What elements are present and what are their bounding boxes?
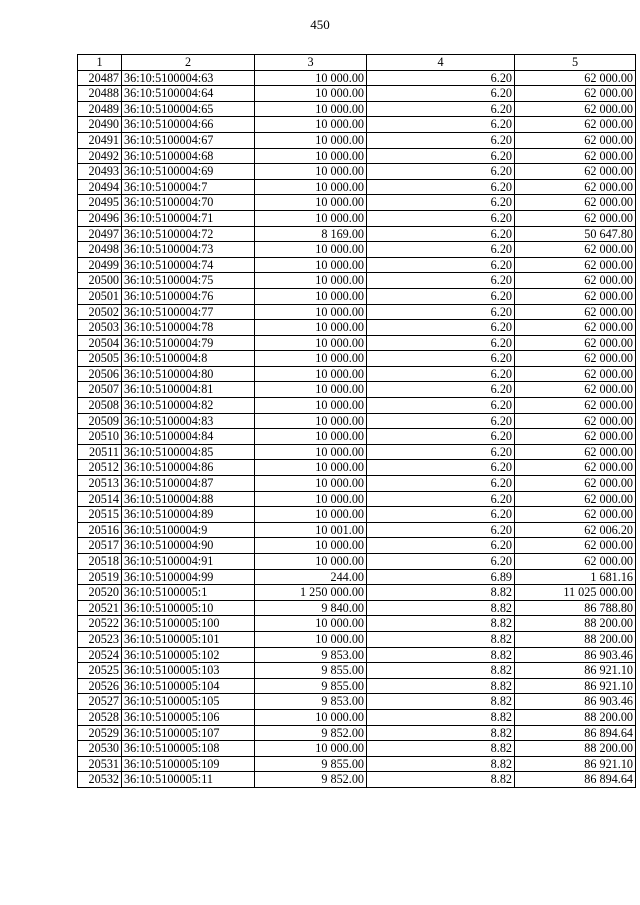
value-cell: 62 000.00 — [515, 413, 636, 429]
rate-cell: 6.20 — [367, 288, 515, 304]
cadastral-number-cell: 36:10:5100004:69 — [122, 164, 255, 180]
row-number-cell: 20527 — [78, 694, 122, 710]
area-cell: 10 000.00 — [255, 631, 367, 647]
cadastral-number-cell: 36:10:5100004:68 — [122, 148, 255, 164]
rate-cell: 8.82 — [367, 725, 515, 741]
row-number-cell: 20489 — [78, 101, 122, 117]
area-cell: 10 000.00 — [255, 164, 367, 180]
row-number-cell: 20506 — [78, 366, 122, 382]
rate-cell: 6.20 — [367, 179, 515, 195]
row-number-cell: 20530 — [78, 741, 122, 757]
cadastral-number-cell: 36:10:5100005:10 — [122, 600, 255, 616]
area-cell: 9 852.00 — [255, 772, 367, 788]
row-number-cell: 20497 — [78, 226, 122, 242]
row-number-cell: 20490 — [78, 117, 122, 133]
cadastral-number-cell: 36:10:5100004:64 — [122, 86, 255, 102]
value-cell: 62 000.00 — [515, 148, 636, 164]
value-cell: 86 788.80 — [515, 600, 636, 616]
area-cell: 9 855.00 — [255, 756, 367, 772]
row-number-cell: 20503 — [78, 320, 122, 336]
value-cell: 62 000.00 — [515, 460, 636, 476]
table-row — [78, 320, 636, 336]
table-row — [78, 507, 636, 523]
value-cell: 62 000.00 — [515, 179, 636, 195]
cadastral-number-cell: 36:10:5100004:76 — [122, 288, 255, 304]
value-cell: 62 000.00 — [515, 382, 636, 398]
rate-cell: 6.20 — [367, 398, 515, 414]
row-number-cell: 20520 — [78, 585, 122, 601]
value-cell: 62 000.00 — [515, 70, 636, 86]
cadastral-number-cell: 36:10:5100005:106 — [122, 709, 255, 725]
rate-cell: 8.82 — [367, 585, 515, 601]
rate-cell: 8.82 — [367, 694, 515, 710]
rate-cell: 8.82 — [367, 678, 515, 694]
area-cell: 10 000.00 — [255, 398, 367, 414]
cadastral-number-cell: 36:10:5100004:71 — [122, 210, 255, 226]
cadastral-number-cell: 36:10:5100004:8 — [122, 351, 255, 367]
value-cell: 62 000.00 — [515, 304, 636, 320]
area-cell: 10 000.00 — [255, 741, 367, 757]
row-number-cell: 20509 — [78, 413, 122, 429]
rate-cell: 6.20 — [367, 257, 515, 273]
row-number-cell: 20494 — [78, 179, 122, 195]
table-row — [78, 460, 636, 476]
cadastral-number-cell: 36:10:5100004:79 — [122, 335, 255, 351]
table-row — [78, 398, 636, 414]
value-cell: 62 000.00 — [515, 538, 636, 554]
value-cell: 86 903.46 — [515, 647, 636, 663]
rate-cell: 6.20 — [367, 413, 515, 429]
table-row — [78, 678, 636, 694]
cadastral-number-cell: 36:10:5100004:91 — [122, 554, 255, 570]
rate-cell: 8.82 — [367, 631, 515, 647]
table-row — [78, 304, 636, 320]
area-cell: 10 000.00 — [255, 351, 367, 367]
cadastral-number-cell: 36:10:5100004:80 — [122, 366, 255, 382]
cadastral-number-cell: 36:10:5100005:109 — [122, 756, 255, 772]
value-cell: 62 000.00 — [515, 273, 636, 289]
table-row — [78, 631, 636, 647]
cadastral-number-cell: 36:10:5100004:73 — [122, 242, 255, 258]
cadastral-number-cell: 36:10:5100004:90 — [122, 538, 255, 554]
row-number-cell: 20499 — [78, 257, 122, 273]
row-number-cell: 20528 — [78, 709, 122, 725]
value-cell: 1 681.16 — [515, 569, 636, 585]
row-number-cell: 20502 — [78, 304, 122, 320]
table-row — [78, 569, 636, 585]
area-cell: 8 169.00 — [255, 226, 367, 242]
cadastral-number-cell: 36:10:5100004:77 — [122, 304, 255, 320]
cadastral-number-cell: 36:10:5100004:84 — [122, 429, 255, 445]
rate-cell: 6.20 — [367, 351, 515, 367]
table-row — [78, 210, 636, 226]
cadastral-number-cell: 36:10:5100005:101 — [122, 631, 255, 647]
row-number-cell: 20507 — [78, 382, 122, 398]
row-number-cell: 20508 — [78, 398, 122, 414]
value-cell: 50 647.80 — [515, 226, 636, 242]
row-number-cell: 20517 — [78, 538, 122, 554]
row-number-cell: 20504 — [78, 335, 122, 351]
row-number-cell: 20516 — [78, 522, 122, 538]
table-row — [78, 476, 636, 492]
area-cell: 9 855.00 — [255, 663, 367, 679]
table-row — [78, 538, 636, 554]
rate-cell: 6.20 — [367, 101, 515, 117]
rate-cell: 6.20 — [367, 273, 515, 289]
cadastral-number-cell: 36:10:5100004:66 — [122, 117, 255, 133]
cadastral-number-cell: 36:10:5100005:108 — [122, 741, 255, 757]
table-row — [78, 554, 636, 570]
table-row — [78, 491, 636, 507]
table-row — [78, 694, 636, 710]
value-cell: 62 000.00 — [515, 164, 636, 180]
row-number-cell: 20523 — [78, 631, 122, 647]
table-row — [78, 148, 636, 164]
area-cell: 10 000.00 — [255, 444, 367, 460]
value-cell: 62 006.20 — [515, 522, 636, 538]
data-table — [77, 54, 636, 788]
row-number-cell: 20491 — [78, 132, 122, 148]
value-cell: 62 000.00 — [515, 476, 636, 492]
row-number-cell: 20501 — [78, 288, 122, 304]
table-row — [78, 117, 636, 133]
table-row — [78, 242, 636, 258]
rate-cell: 6.20 — [367, 382, 515, 398]
value-cell: 62 000.00 — [515, 117, 636, 133]
cadastral-number-cell: 36:10:5100004:81 — [122, 382, 255, 398]
table-row — [78, 647, 636, 663]
area-cell: 10 001.00 — [255, 522, 367, 538]
column-header-5: 5 — [515, 55, 636, 71]
column-header-2: 2 — [122, 55, 255, 71]
table-row — [78, 70, 636, 86]
rate-cell: 8.82 — [367, 756, 515, 772]
row-number-cell: 20495 — [78, 195, 122, 211]
area-cell: 10 000.00 — [255, 70, 367, 86]
row-number-cell: 20521 — [78, 600, 122, 616]
rate-cell: 6.89 — [367, 569, 515, 585]
area-cell: 10 000.00 — [255, 460, 367, 476]
row-number-cell: 20500 — [78, 273, 122, 289]
value-cell: 62 000.00 — [515, 444, 636, 460]
table-row — [78, 351, 636, 367]
table-row — [78, 288, 636, 304]
cadastral-number-cell: 36:10:5100004:67 — [122, 132, 255, 148]
rate-cell: 6.20 — [367, 210, 515, 226]
area-cell: 10 000.00 — [255, 320, 367, 336]
rate-cell: 8.82 — [367, 772, 515, 788]
row-number-cell: 20510 — [78, 429, 122, 445]
cadastral-number-cell: 36:10:5100004:70 — [122, 195, 255, 211]
rate-cell: 8.82 — [367, 616, 515, 632]
cadastral-number-cell: 36:10:5100005:100 — [122, 616, 255, 632]
area-cell: 10 000.00 — [255, 273, 367, 289]
cadastral-number-cell: 36:10:5100004:89 — [122, 507, 255, 523]
table-row — [78, 429, 636, 445]
table-row — [78, 164, 636, 180]
row-number-cell: 20529 — [78, 725, 122, 741]
rate-cell: 6.20 — [367, 476, 515, 492]
rate-cell: 6.20 — [367, 70, 515, 86]
area-cell: 10 000.00 — [255, 195, 367, 211]
area-cell: 10 000.00 — [255, 179, 367, 195]
table-row — [78, 195, 636, 211]
cadastral-number-cell: 36:10:5100004:75 — [122, 273, 255, 289]
column-header-3: 3 — [255, 55, 367, 71]
value-cell: 62 000.00 — [515, 491, 636, 507]
area-cell: 10 000.00 — [255, 148, 367, 164]
cadastral-number-cell: 36:10:5100004:74 — [122, 257, 255, 273]
area-cell: 244.00 — [255, 569, 367, 585]
value-cell: 62 000.00 — [515, 507, 636, 523]
rate-cell: 6.20 — [367, 242, 515, 258]
value-cell: 62 000.00 — [515, 132, 636, 148]
value-cell: 62 000.00 — [515, 210, 636, 226]
cadastral-number-cell: 36:10:5100005:107 — [122, 725, 255, 741]
area-cell: 10 000.00 — [255, 538, 367, 554]
cadastral-number-cell: 36:10:5100005:1 — [122, 585, 255, 601]
cadastral-number-cell: 36:10:5100005:102 — [122, 647, 255, 663]
table-row — [78, 132, 636, 148]
rate-cell: 6.20 — [367, 460, 515, 476]
table-row — [78, 772, 636, 788]
rate-cell: 8.82 — [367, 663, 515, 679]
row-number-cell: 20519 — [78, 569, 122, 585]
area-cell: 10 000.00 — [255, 554, 367, 570]
cadastral-number-cell: 36:10:5100004:7 — [122, 179, 255, 195]
rate-cell: 6.20 — [367, 320, 515, 336]
table-body — [78, 70, 636, 787]
row-number-cell: 20511 — [78, 444, 122, 460]
area-cell: 10 000.00 — [255, 257, 367, 273]
area-cell: 10 000.00 — [255, 382, 367, 398]
area-cell: 10 000.00 — [255, 413, 367, 429]
rate-cell: 6.20 — [367, 304, 515, 320]
rate-cell: 6.20 — [367, 86, 515, 102]
table-row — [78, 741, 636, 757]
rate-cell: 6.20 — [367, 195, 515, 211]
table-row — [78, 257, 636, 273]
row-number-cell: 20488 — [78, 86, 122, 102]
area-cell: 10 000.00 — [255, 476, 367, 492]
row-number-cell: 20518 — [78, 554, 122, 570]
value-cell: 62 000.00 — [515, 429, 636, 445]
table-row — [78, 725, 636, 741]
value-cell: 86 894.64 — [515, 725, 636, 741]
row-number-cell: 20505 — [78, 351, 122, 367]
rate-cell: 6.20 — [367, 117, 515, 133]
rate-cell: 6.20 — [367, 366, 515, 382]
rate-cell: 6.20 — [367, 444, 515, 460]
value-cell: 62 000.00 — [515, 257, 636, 273]
cadastral-number-cell: 36:10:5100004:99 — [122, 569, 255, 585]
value-cell: 62 000.00 — [515, 366, 636, 382]
row-number-cell: 20531 — [78, 756, 122, 772]
area-cell: 10 000.00 — [255, 709, 367, 725]
cadastral-number-cell: 36:10:5100004:88 — [122, 491, 255, 507]
cadastral-number-cell: 36:10:5100004:87 — [122, 476, 255, 492]
value-cell: 62 000.00 — [515, 398, 636, 414]
rate-cell: 6.20 — [367, 429, 515, 445]
rate-cell: 6.20 — [367, 164, 515, 180]
rate-cell: 6.20 — [367, 226, 515, 242]
table-row — [78, 616, 636, 632]
row-number-cell: 20514 — [78, 491, 122, 507]
area-cell: 10 000.00 — [255, 242, 367, 258]
value-cell: 86 921.10 — [515, 678, 636, 694]
cadastral-number-cell: 36:10:5100005:105 — [122, 694, 255, 710]
row-number-cell: 20526 — [78, 678, 122, 694]
table-row — [78, 179, 636, 195]
area-cell: 1 250 000.00 — [255, 585, 367, 601]
table-row — [78, 600, 636, 616]
area-cell: 10 000.00 — [255, 507, 367, 523]
rate-cell: 6.20 — [367, 335, 515, 351]
row-number-cell: 20525 — [78, 663, 122, 679]
area-cell: 10 000.00 — [255, 132, 367, 148]
cadastral-number-cell: 36:10:5100004:82 — [122, 398, 255, 414]
value-cell: 86 921.10 — [515, 663, 636, 679]
table-row — [78, 413, 636, 429]
table-row — [78, 335, 636, 351]
area-cell: 9 852.00 — [255, 725, 367, 741]
area-cell: 9 853.00 — [255, 647, 367, 663]
column-header-4: 4 — [367, 55, 515, 71]
row-number-cell: 20532 — [78, 772, 122, 788]
row-number-cell: 20487 — [78, 70, 122, 86]
row-number-cell: 20522 — [78, 616, 122, 632]
cadastral-number-cell: 36:10:5100004:83 — [122, 413, 255, 429]
area-cell: 10 000.00 — [255, 288, 367, 304]
rate-cell: 6.20 — [367, 554, 515, 570]
column-header-1: 1 — [78, 55, 122, 71]
value-cell: 86 903.46 — [515, 694, 636, 710]
table-row — [78, 522, 636, 538]
rate-cell: 6.20 — [367, 491, 515, 507]
table-row — [78, 226, 636, 242]
area-cell: 10 000.00 — [255, 117, 367, 133]
rate-cell: 6.20 — [367, 148, 515, 164]
row-number-cell: 20515 — [78, 507, 122, 523]
cadastral-number-cell: 36:10:5100005:104 — [122, 678, 255, 694]
table-row — [78, 86, 636, 102]
area-cell: 9 855.00 — [255, 678, 367, 694]
value-cell: 86 894.64 — [515, 772, 636, 788]
table-row — [78, 366, 636, 382]
value-cell: 62 000.00 — [515, 242, 636, 258]
page-number: 450 — [310, 17, 330, 32]
area-cell: 10 000.00 — [255, 304, 367, 320]
row-number-cell: 20498 — [78, 242, 122, 258]
area-cell: 10 000.00 — [255, 86, 367, 102]
area-cell: 9 840.00 — [255, 600, 367, 616]
area-cell: 10 000.00 — [255, 491, 367, 507]
value-cell: 62 000.00 — [515, 335, 636, 351]
cadastral-number-cell: 36:10:5100004:72 — [122, 226, 255, 242]
header-row — [78, 55, 636, 71]
table-row — [78, 382, 636, 398]
area-cell: 10 000.00 — [255, 616, 367, 632]
value-cell: 62 000.00 — [515, 351, 636, 367]
value-cell: 62 000.00 — [515, 195, 636, 211]
row-number-cell: 20524 — [78, 647, 122, 663]
rate-cell: 6.20 — [367, 132, 515, 148]
value-cell: 62 000.00 — [515, 101, 636, 117]
value-cell: 62 000.00 — [515, 86, 636, 102]
table-row — [78, 709, 636, 725]
cadastral-number-cell: 36:10:5100004:63 — [122, 70, 255, 86]
table-row — [78, 585, 636, 601]
rate-cell: 6.20 — [367, 538, 515, 554]
rate-cell: 8.82 — [367, 741, 515, 757]
value-cell: 88 200.00 — [515, 616, 636, 632]
table-row — [78, 663, 636, 679]
cadastral-number-cell: 36:10:5100004:65 — [122, 101, 255, 117]
value-cell: 86 921.10 — [515, 756, 636, 772]
row-number-cell: 20512 — [78, 460, 122, 476]
cadastral-number-cell: 36:10:5100004:78 — [122, 320, 255, 336]
cadastral-number-cell: 36:10:5100004:9 — [122, 522, 255, 538]
value-cell: 11 025 000.00 — [515, 585, 636, 601]
rate-cell: 8.82 — [367, 600, 515, 616]
area-cell: 9 853.00 — [255, 694, 367, 710]
row-number-cell: 20513 — [78, 476, 122, 492]
table-row — [78, 101, 636, 117]
area-cell: 10 000.00 — [255, 101, 367, 117]
row-number-cell: 20492 — [78, 148, 122, 164]
table-row — [78, 756, 636, 772]
cadastral-number-cell: 36:10:5100005:103 — [122, 663, 255, 679]
cadastral-number-cell: 36:10:5100004:85 — [122, 444, 255, 460]
rate-cell: 8.82 — [367, 709, 515, 725]
rate-cell: 6.20 — [367, 507, 515, 523]
area-cell: 10 000.00 — [255, 366, 367, 382]
area-cell: 10 000.00 — [255, 210, 367, 226]
value-cell: 62 000.00 — [515, 320, 636, 336]
area-cell: 10 000.00 — [255, 335, 367, 351]
row-number-cell: 20493 — [78, 164, 122, 180]
table-row — [78, 444, 636, 460]
cadastral-number-cell: 36:10:5100004:86 — [122, 460, 255, 476]
row-number-cell: 20496 — [78, 210, 122, 226]
area-cell: 10 000.00 — [255, 429, 367, 445]
rate-cell: 6.20 — [367, 522, 515, 538]
value-cell: 88 200.00 — [515, 631, 636, 647]
table-row — [78, 273, 636, 289]
value-cell: 62 000.00 — [515, 288, 636, 304]
value-cell: 62 000.00 — [515, 554, 636, 570]
rate-cell: 8.82 — [367, 647, 515, 663]
cadastral-number-cell: 36:10:5100005:11 — [122, 772, 255, 788]
value-cell: 88 200.00 — [515, 709, 636, 725]
value-cell: 88 200.00 — [515, 741, 636, 757]
